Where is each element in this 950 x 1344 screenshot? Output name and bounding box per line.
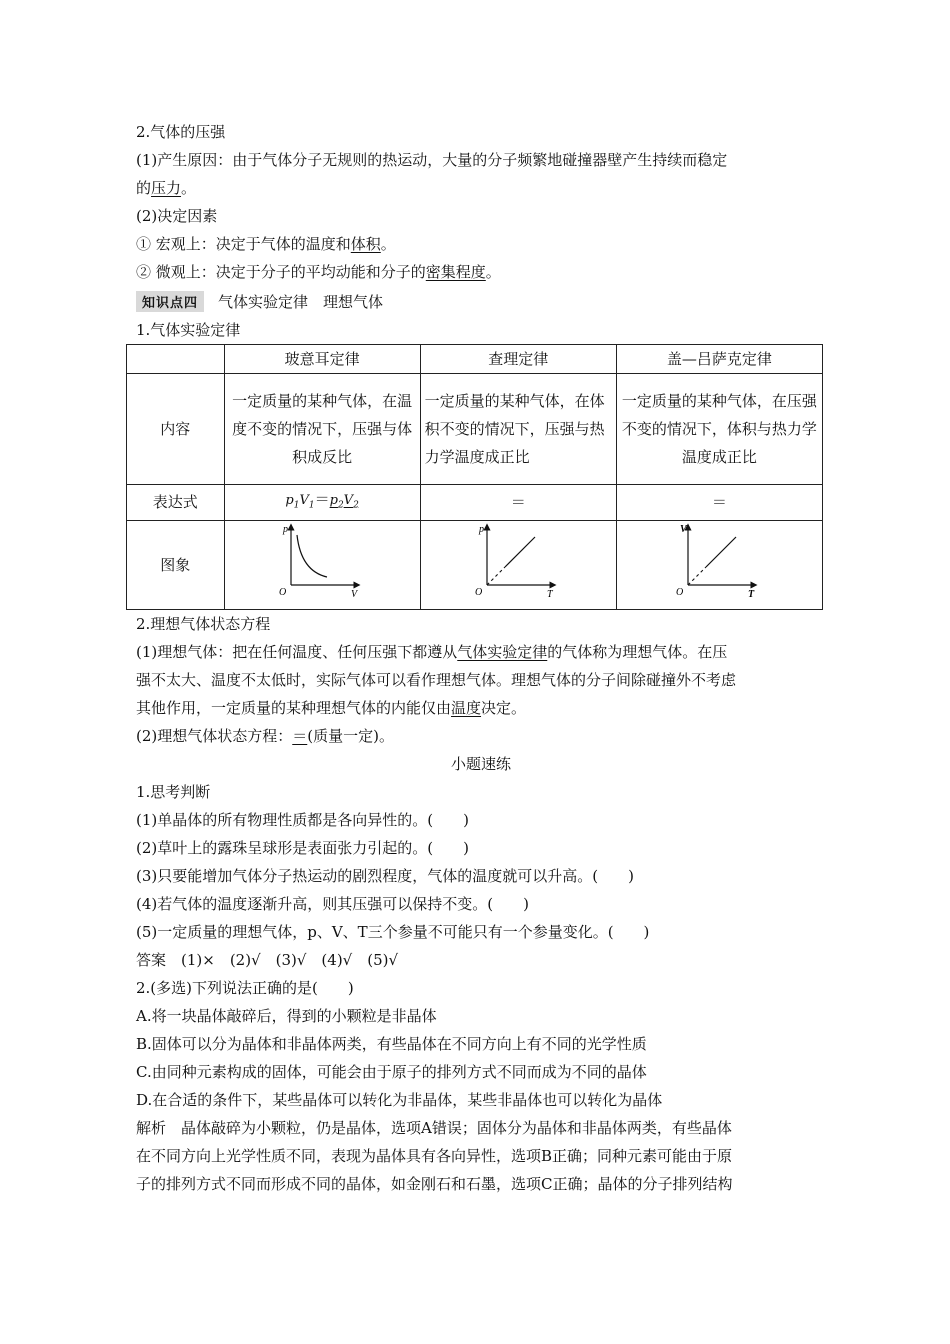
axis-label-y: p	[283, 524, 289, 536]
table-header-cell: 查理定律	[420, 345, 616, 374]
table-row	[127, 520, 823, 609]
judgement-item: (2)草叶上的露珠呈球形是表面张力引起的。( )	[136, 838, 469, 857]
table-header-row	[127, 345, 823, 374]
question-title: 2.(多选)下列说法正确的是( )	[136, 978, 354, 997]
axis-label-x: V	[351, 589, 358, 600]
answer-blank: 温度	[451, 698, 482, 717]
judgement-item: (4)若气体的温度逐渐升高，则其压强可以保持不变。( )	[136, 894, 529, 913]
answer-line: 答案 (1)× (2)√ (3)√ (4)√ (5)√	[136, 950, 399, 969]
knowledge-title: 气体实验定律 理想气体	[218, 292, 384, 311]
expression-boyle: $p_1V_1=p_2V_2$	[224, 485, 420, 521]
practice-heading: 小题速练	[450, 754, 511, 773]
axis-label-x: T	[547, 589, 553, 600]
extrapolation-line	[688, 567, 706, 585]
option-b: B.固体可以分为晶体和非晶体两类，有些晶体在不同方向上有不同的光学性质	[136, 1034, 647, 1053]
graph-isothermal	[277, 521, 367, 599]
table-cell: 一定质量的某种气体，在体积不变的情况下，压强与热力学温度成正比	[420, 374, 616, 485]
line	[505, 537, 535, 567]
answer-blank: 体积	[350, 235, 381, 253]
axis-label-y: p	[479, 524, 485, 536]
table-cell: 一定质量的某种气体，在温度不变的情况下，压强与体积成反比	[224, 374, 420, 485]
answer-blank: 气体实验定律	[457, 642, 548, 661]
paragraph: 的压力。	[136, 179, 197, 197]
row-label: 表达式	[127, 485, 225, 521]
question-title: 1.思考判断	[136, 782, 211, 801]
table-header-cell	[127, 345, 225, 374]
graph-cell	[420, 520, 616, 609]
axis-label-x: T	[748, 589, 755, 600]
paragraph: (1)理想气体：把在任何温度、任何压强下都遵从气体实验定律的气体称为理想气体。在压	[136, 642, 728, 661]
origin-label: O	[676, 587, 684, 599]
table-header-cell: 玻意耳定律	[224, 345, 420, 374]
option-a: A.将一块晶体敲碎后，得到的小颗粒是非晶体	[136, 1006, 437, 1025]
option-c: C.由同种元素构成的固体，可能会由于原子的排列方式不同而成为不同的晶体	[136, 1062, 647, 1081]
expression-gay-lussac: ＝	[616, 485, 822, 521]
graph-isochoric	[473, 521, 563, 599]
extrapolation-line	[487, 567, 505, 585]
row-label: 图象	[127, 520, 225, 609]
judgement-item: (1)单晶体的所有物理性质都是各向异性的。( )	[136, 810, 469, 829]
graph-cell	[224, 520, 420, 609]
origin-label: O	[279, 587, 287, 599]
axis-label-y: V	[680, 524, 688, 536]
paragraph: 强不太大、温度不太低时，实际气体可以看作理想气体。理想气体的分子间除碰撞外不考虑	[136, 670, 737, 689]
expression-charles: ＝	[420, 485, 616, 521]
judgement-item: (5)一定质量的理想气体，p、V、T三个参量不可能只有一个参量变化。( )	[136, 922, 650, 941]
paragraph: (1)产生原因：由于气体分子无规则的热运动，大量的分子频繁地碰撞器壁产生持续而稳定	[136, 151, 728, 169]
paragraph: (2)决定因素	[136, 207, 218, 225]
line	[706, 537, 736, 567]
judgement-item: (3)只要能增加气体分子热运动的剧烈程度，气体的温度就可以升高。( )	[136, 866, 634, 885]
analysis-line: 子的排列方式不同而形成不同的晶体，如金刚石和石墨，选项C正确；晶体的分子排列结构	[136, 1174, 733, 1193]
table-row	[127, 485, 823, 521]
origin-label: O	[475, 587, 483, 599]
row-label: 内容	[127, 374, 225, 485]
paragraph: (2)理想气体状态方程：＝(质量一定)。	[136, 726, 394, 745]
table-header-cell: 盖—吕萨克定律	[616, 345, 822, 374]
answer-blank: 压力	[151, 179, 182, 197]
section-title: 2.气体的压强	[136, 123, 226, 141]
curve	[297, 535, 327, 577]
table-cell: 一定质量的某种气体，在压强不变的情况下，体积与热力学温度成正比	[616, 374, 822, 485]
paragraph: ② 微观上：决定于分子的平均动能和分子的密集程度。	[136, 263, 501, 281]
table-row	[127, 374, 823, 485]
paragraph: 其他作用，一定质量的某种理想气体的内能仅由温度决定。	[136, 698, 527, 717]
document-page	[136, 118, 826, 1198]
knowledge-badge: 知识点四	[136, 291, 204, 312]
answer-blank: ＝	[292, 726, 308, 745]
analysis-line: 在不同方向上光学性质不同，表现为晶体具有各向异性，选项B正确；同种元素可能由于原	[136, 1146, 733, 1165]
paragraph: ① 宏观上：决定于气体的温度和体积。	[136, 235, 396, 253]
answer-blank: 密集程度	[425, 263, 486, 281]
analysis-line: 解析 晶体敲碎为小颗粒，仍是晶体，选项A错误；固体分为晶体和非晶体两类，有些晶体	[136, 1118, 732, 1137]
knowledge-point-header	[136, 286, 826, 316]
subsection-title: 2.理想气体状态方程	[136, 614, 271, 633]
gas-laws-table	[126, 344, 823, 610]
graph-isobaric	[674, 521, 764, 599]
graph-cell	[616, 520, 822, 609]
subsection-title: 1.气体实验定律	[136, 321, 241, 339]
option-d: D.在合适的条件下，某些晶体可以转化为非晶体，某些非晶体也可以转化为晶体	[136, 1090, 663, 1109]
